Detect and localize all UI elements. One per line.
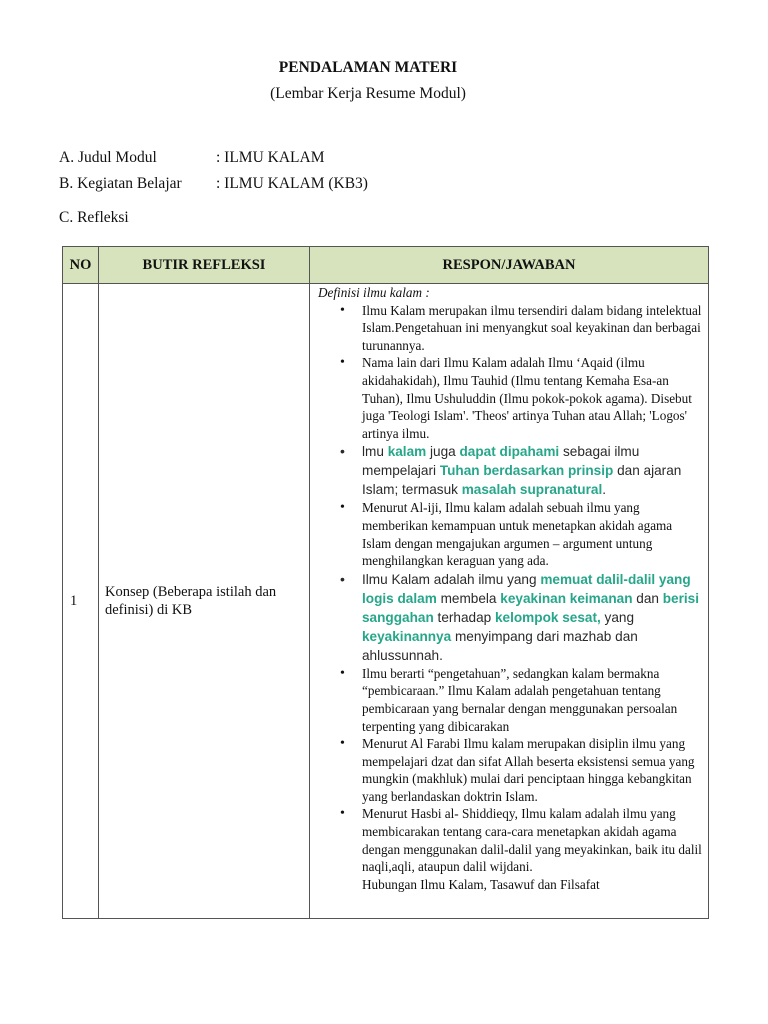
highlight-text: keyakinannya (362, 628, 452, 644)
header-respon-jawaban: RESPON/JAWABAN (310, 247, 709, 284)
text-span: yang (600, 609, 635, 625)
page-subtitle: (Lembar Kerja Resume Modul) (270, 85, 466, 102)
highlight-text: Tuhan berdasarkan prinsip (439, 463, 614, 479)
table-row (63, 284, 709, 919)
text-span: terhadap (433, 609, 495, 625)
highlight-text: berisi sanggahan (362, 590, 700, 625)
text-span: menyimpang dari mazhab dan ahlussunnah. (362, 628, 638, 663)
relationship-subheading: Hubungan Ilmu Kalam, Tasawuf dan Filsafat (362, 876, 600, 892)
highlight-text: kalam (387, 444, 427, 460)
highlight-text: kelompok sesat, (494, 609, 601, 625)
highlight-text: keyakinan keimanan (500, 590, 633, 606)
highlight-text: memuat dalil-dalil yang logis dalam (362, 571, 691, 606)
header-no: NO (63, 247, 99, 284)
list-item: • Menurut Al Farabi Ilmu kalam merupakan disiplin ilmu yang mempelajari dzat dan sifat Allah beserta eksistensi semua yang mungkin (makhluk) mulai dari penciptaan hingga kebangkitan yang berlandaskan doktrin Islam. (316, 735, 702, 805)
text-span: dan (632, 590, 663, 606)
row-number: 1 (63, 284, 99, 919)
highlight-text: dapat dipahami (459, 444, 560, 460)
list-item: • Menurut Hasbi al- Shiddieqy, Ilmu kalam adalah ilmu yang membicarakan tentang cara-cara menetapkan akidah agama dengan menggunakan dalil-dalil yang meyakinkan, baik itu dalil naqli,aqli, ataupun dalil wijdani. (316, 805, 702, 875)
list-item (316, 570, 702, 665)
module-title-label: A. Judul Modul (59, 149, 157, 166)
text-span: dan ajaran Islam; termasuk (362, 463, 682, 498)
page-title: PENDALAMAN MATERI (278, 59, 458, 76)
list-item (316, 442, 702, 499)
text-span: membela (436, 590, 501, 606)
reflection-section-label: C. Refleksi (59, 209, 129, 226)
text-span: juga (426, 444, 460, 460)
list-item: • Menurut Al-iji, Ilmu kalam adalah sebuah ilmu yang memberikan kemampuan untuk menetapkan akidah agama Islam dengan mengajukan argumen – argument untung menghilangkan keraguan yang ada. (316, 499, 702, 569)
text-span: lmu (362, 444, 388, 460)
learning-activity-label: B. Kegiatan Belajar (59, 175, 182, 192)
text-span: . (602, 482, 607, 498)
learning-activity-row (59, 175, 368, 193)
learning-activity-value: : ILMU KALAM (KB3) (216, 175, 368, 192)
table-header-row (63, 247, 709, 284)
header-butir-refleksi: BUTIR REFLEKSI (99, 247, 310, 284)
reflection-item: Konsep (Beberapa istilah dan definisi) di KB (99, 284, 310, 919)
text-span: Ilmu Kalam adalah ilmu yang (362, 571, 541, 587)
list-item: • Ilmu berarti “pengetahuan”, sedangkan kalam bermakna “pembicaraan.” Ilmu Kalam adalah pengetahuan tentang pembicaraan yang bernalar dengan menggunakan persoalan terpenting yang dibicarakan (316, 665, 702, 735)
reflection-table (62, 246, 709, 919)
highlight-text: masalah supranatural (461, 482, 603, 498)
definition-heading: Definisi ilmu kalam : (318, 285, 430, 300)
module-title-row (59, 149, 325, 167)
module-title-value: : ILMU KALAM (216, 149, 325, 166)
list-item: • Nama lain dari Ilmu Kalam adalah Ilmu ‘Aqaid (ilmu akidahakidah), Ilmu Tauhid (Ilmu tentang Kemaha Esa-an Tuhan), Ilmu Ushuluddin (Ilmu pokok-pokok agama). Disebut juga 'Teologi Islam'. 'Theos' artinya Tuhan atau Allah; 'Logos' artinya ilmu. (316, 354, 702, 442)
text-span: sebagai ilmu mempelajari (362, 444, 640, 479)
definition-list (316, 302, 702, 876)
response-cell (310, 284, 709, 919)
list-item: • Ilmu Kalam merupakan ilmu tersendiri dalam bidang intelektual Islam.Pengetahuan ini menyangkut soal keyakinan dan berbagai turunannya. (316, 302, 702, 355)
